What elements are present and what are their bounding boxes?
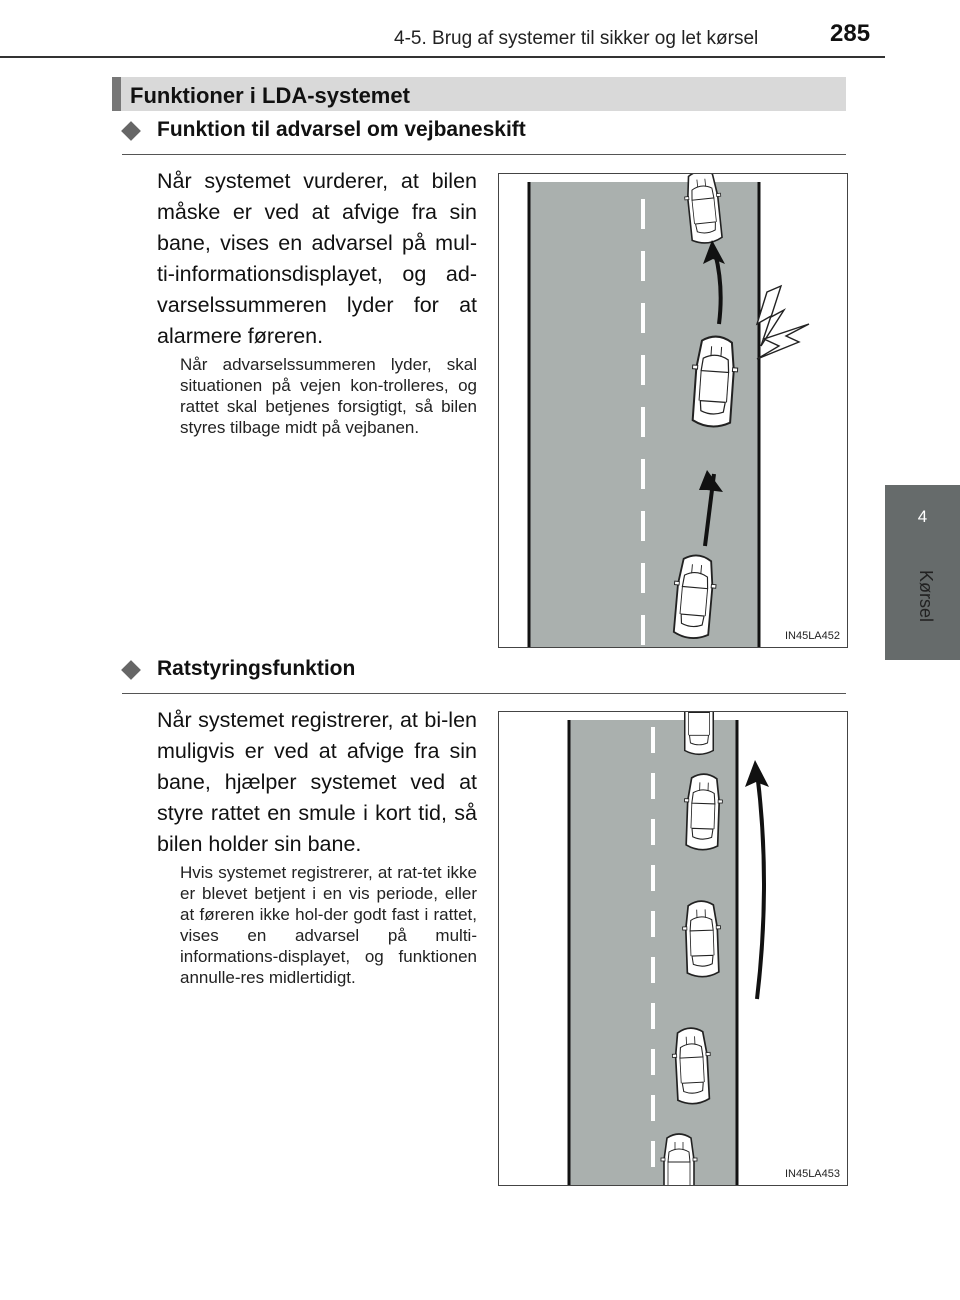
note-text-lane-departure: Når advarselssummeren lyder, skal situationen på vejen kon-trolleres, og rattet skal betjenes forsigtigt, så bilen styres tilbage midt på vejbanen.	[180, 355, 477, 437]
figure-code: IN45LA452	[784, 630, 840, 642]
subheading-text: Funktion til advarsel om vejbaneskift	[157, 118, 526, 141]
chapter-number: 4	[917, 507, 928, 526]
note-text-steering-assist: Hvis systemet registrerer, at rat-tet ikke er blevet betjent i en vis periode, eller at føreren ikke hol-der godt fast i rattet, vises en advarsel på multi-informations-displayet, og funktionen annulle-res midlertidigt.	[180, 863, 477, 987]
section-title: Funktioner i LDA-systemet	[130, 83, 410, 108]
subheading-lane-departure-alert	[122, 118, 846, 155]
body-text-steering-assist: Når systemet registrerer, at bi-len muligvis er ved at afvige fra sin bane, hjælper systemet ved at styre rattet en smule i kort tid, så bilen holder sin bane.	[157, 708, 477, 856]
page-number: 285	[830, 20, 871, 47]
diamond-bullet-icon	[121, 121, 141, 141]
header-rule	[0, 56, 885, 58]
diamond-bullet-icon	[121, 660, 141, 680]
section-title-bar	[112, 77, 846, 111]
figure-steering-assist	[498, 711, 848, 1186]
figure-lane-departure-illustration	[499, 174, 847, 647]
subheading-text: Ratstyringsfunktion	[157, 657, 356, 680]
subheading-steering-assist	[122, 657, 846, 694]
header-title: 4-5. Brug af systemer til sikker og let kørsel	[394, 28, 759, 49]
figure-steering-assist-illustration	[499, 712, 847, 1185]
chapter-label: Kørsel	[916, 569, 936, 622]
figure-lane-departure	[498, 173, 848, 648]
figure-code: IN45LA453	[784, 1168, 840, 1180]
body-text-lane-departure: Når systemet vurderer, at bilen måske er ved at afvige fra sin bane, vises en advarsel på mul-ti-informationsdisplayet, og ad-varselssummeren lyder for at alarmere føreren.	[157, 169, 477, 348]
